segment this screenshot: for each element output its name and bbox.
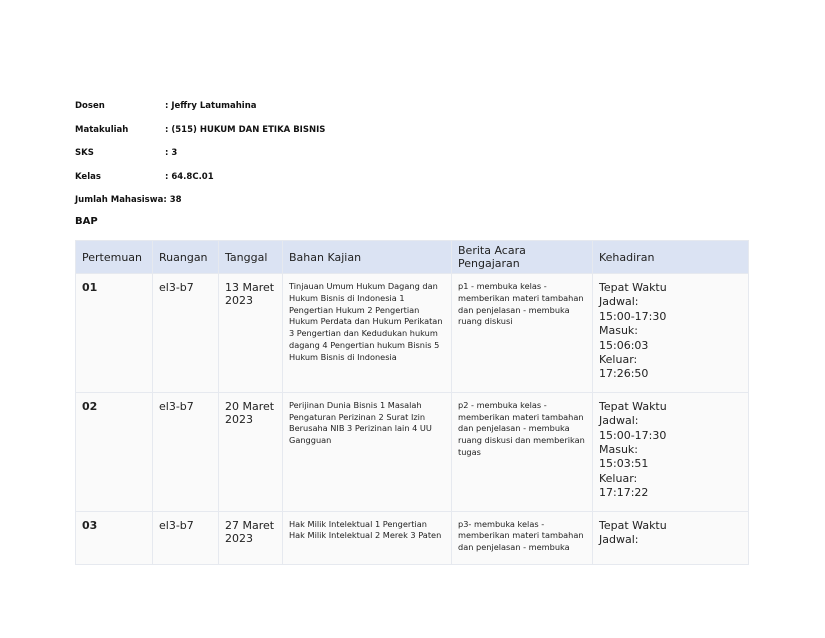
- kehadiran-line: 15:00-17:30: [599, 428, 667, 442]
- info-row-kelas: [75, 167, 325, 191]
- info-row-sks: [75, 143, 325, 167]
- info-label: Jumlah Mahasiswa: [75, 195, 164, 205]
- cell-tanggal: 27 Maret 2023: [219, 511, 283, 564]
- cell-bahan-kajian: Hak Milik Intelektual 1 Pengertian Hak Milik Intelektual 2 Merek 3 Paten: [283, 511, 452, 564]
- info-value: : 3: [165, 148, 178, 158]
- kehadiran-line: Keluar:: [599, 353, 638, 367]
- table-row: [76, 274, 749, 393]
- table-row: [76, 392, 749, 511]
- cell-pertemuan: 02: [76, 392, 153, 511]
- info-row-jumlah-mahasiswa: [75, 190, 325, 214]
- cell-kehadiran: [593, 511, 749, 564]
- cell-ruangan: el3-b7: [153, 274, 219, 393]
- header-tanggal: Tanggal: [219, 241, 283, 274]
- header-kehadiran: Kehadiran: [593, 241, 749, 274]
- table-header-row: [76, 241, 749, 274]
- kehadiran-line: Masuk:: [599, 324, 639, 338]
- kehadiran-line: 15:03:51: [599, 457, 649, 471]
- info-value: : 64.8C.01: [165, 171, 214, 182]
- kehadiran-line: 17:17:22: [599, 486, 649, 500]
- info-value: : Jeffry Latumahina: [165, 101, 257, 111]
- kehadiran-line: 15:06:03: [599, 338, 649, 352]
- kehadiran-line: Jadwal:: [599, 295, 639, 309]
- cell-berita-acara: p2 - membuka kelas - memberikan materi tambahan dan penjelasan - membuka ruang diskusi dan memberikan tugas: [452, 392, 593, 511]
- kehadiran-line: 15:00-17:30: [599, 309, 667, 323]
- info-label: Matakuliah: [75, 124, 129, 135]
- table-row: [76, 511, 749, 564]
- info-label: Kelas: [75, 171, 101, 182]
- info-row-matakuliah: [75, 120, 325, 144]
- kehadiran-line: 17:26:50: [599, 367, 649, 381]
- cell-kehadiran: [593, 392, 749, 511]
- cell-kehadiran: [593, 274, 749, 393]
- cell-tanggal: 20 Maret 2023: [219, 392, 283, 511]
- kehadiran-line: Masuk:: [599, 443, 639, 457]
- info-value: : (515) HUKUM DAN ETIKA BISNIS: [165, 124, 326, 135]
- cell-pertemuan: 03: [76, 511, 153, 564]
- course-info: [75, 96, 325, 214]
- header-berita-acara: Berita Acara Pengajaran: [452, 241, 593, 274]
- bap-table: [75, 240, 749, 565]
- info-label: SKS: [75, 148, 94, 158]
- cell-pertemuan: 01: [76, 274, 153, 393]
- cell-berita-acara: p1 - membuka kelas - memberikan materi tambahan dan penjelasan - membuka ruang diskusi: [452, 274, 593, 393]
- cell-bahan-kajian: Tinjauan Umum Hukum Dagang dan Hukum Bisnis di Indonesia 1 Pengertian Hukum 2 Pengertian Hukum Perdata dan Hukum Perikatan 3 Pengertian dan Kedudukan hukum dagang 4 Pengertian hukum Bisnis 5 Hukum Bisnis di Indonesia: [283, 274, 452, 393]
- info-label: Dosen: [75, 101, 105, 111]
- header-pertemuan: Pertemuan: [76, 241, 153, 274]
- kehadiran-line: Keluar:: [599, 471, 638, 485]
- cell-ruangan: el3-b7: [153, 392, 219, 511]
- kehadiran-status: Tepat Waktu: [599, 518, 667, 532]
- kehadiran-line: Jadwal:: [599, 414, 639, 428]
- kehadiran-line: Jadwal:: [599, 533, 639, 547]
- cell-tanggal: 13 Maret 2023: [219, 274, 283, 393]
- info-value: : 38: [163, 195, 182, 205]
- header-bahan-kajian: Bahan Kajian: [283, 241, 452, 274]
- section-title: BAP: [75, 216, 98, 227]
- cell-bahan-kajian: Perijinan Dunia Bisnis 1 Masalah Pengaturan Perizinan 2 Surat Izin Berusaha NIB 3 Perizinan lain 4 UU Gangguan: [283, 392, 452, 511]
- cell-ruangan: el3-b7: [153, 511, 219, 564]
- kehadiran-status: Tepat Waktu: [599, 399, 667, 413]
- info-row-dosen: [75, 96, 325, 120]
- kehadiran-status: Tepat Waktu: [599, 281, 667, 294]
- header-ruangan: Ruangan: [153, 241, 219, 274]
- cell-berita-acara: p3- membuka kelas - memberikan materi tambahan dan penjelasan - membuka: [452, 511, 593, 564]
